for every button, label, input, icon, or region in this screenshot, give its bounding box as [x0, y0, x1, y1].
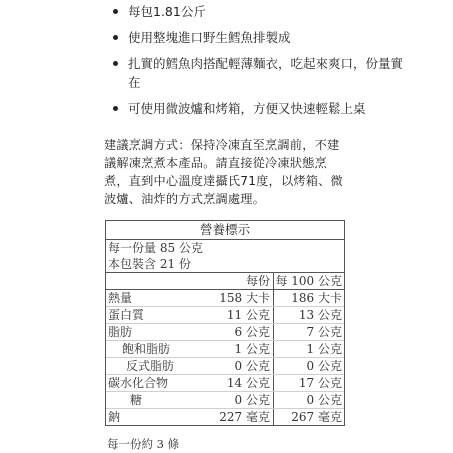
nutrition-row [106, 358, 344, 375]
feature-list [110, 2, 410, 118]
bullet-dot-icon [113, 61, 118, 66]
nutrient-name: 脂肪 [108, 325, 133, 339]
feature-item [110, 99, 410, 118]
nutrition-header-row [106, 273, 344, 290]
feature-text: 可使用微波爐和烤箱，方便又快速輕鬆上桌 [128, 101, 366, 116]
nutrition-row [106, 375, 344, 392]
nutrient-name: 蛋白質 [108, 308, 145, 322]
header-blank [106, 273, 194, 289]
nutrient-per-serving: 11 公克 [194, 307, 274, 323]
nutrition-row [106, 341, 344, 358]
nutrient-name: 飽和脂肪 [122, 342, 171, 356]
nutrition-row [106, 307, 344, 324]
nutrient-per-serving: 6 公克 [194, 324, 274, 340]
serving-info [106, 240, 344, 273]
nutrient-per-serving: 1 公克 [194, 341, 274, 357]
nutrition-title: 營養標示 [106, 221, 344, 240]
nutrient-per-100g: 267 毫克 [291, 410, 342, 424]
header-per-100g: 每 100 公克 [275, 274, 342, 288]
feature-text: 扎實的鱈魚肉搭配輕薄麵衣，吃起來爽口，份量實在 [128, 56, 404, 90]
feature-item [110, 54, 410, 92]
nutrient-per-serving: 158 大卡 [194, 290, 274, 306]
nutrient-name: 糖 [130, 393, 143, 407]
nutrition-row [106, 392, 344, 409]
nutrient-name: 碳水化合物 [108, 376, 169, 390]
header-per-serving: 每份 [194, 273, 274, 289]
servings-per-pack: 本包裝含 21 份 [108, 257, 191, 271]
feature-item [110, 2, 410, 21]
nutrient-per-serving: 0 公克 [194, 392, 274, 408]
nutrient-per-100g: 0 公克 [306, 393, 342, 407]
nutrient-name: 反式脂肪 [126, 359, 175, 373]
nutrient-per-100g: 17 公克 [298, 376, 342, 390]
bullet-dot-icon [113, 9, 118, 14]
nutrition-row [106, 324, 344, 341]
nutrient-per-serving: 0 公克 [194, 358, 274, 374]
nutrient-per-100g: 0 公克 [306, 359, 342, 373]
nutrient-per-100g: 7 公克 [306, 325, 342, 339]
nutrition-row [106, 290, 344, 307]
nutrient-per-100g: 186 大卡 [291, 291, 342, 305]
nutrition-table [105, 220, 345, 426]
serving-footnote: 每一份約 3 條 [107, 437, 180, 451]
feature-text: 每包1.81公斤 [128, 4, 206, 19]
nutrient-per-100g: 1 公克 [306, 342, 342, 356]
bullet-dot-icon [113, 35, 118, 40]
nutrition-row [106, 409, 344, 425]
nutrient-per-serving: 227 毫克 [194, 409, 274, 425]
bullet-dot-icon [113, 106, 118, 111]
nutrient-name: 熱量 [108, 291, 133, 305]
nutrient-per-serving: 14 公克 [194, 375, 274, 391]
nutrient-name: 鈉 [108, 410, 121, 424]
feature-text: 使用整塊進口野生鱈魚排製成 [128, 30, 291, 45]
nutrient-per-100g: 13 公克 [298, 308, 342, 322]
cooking-tips: 建議烹調方式：保持冷凍直至烹調前，不建議解凍烹煮本產品。請直接從冷凍狀態烹煮，直到中心溫度達攝氏71度，以烤箱、微波爐、油炸的方式烹調處理。 [104, 138, 343, 206]
feature-item [110, 28, 410, 47]
serving-size: 每一份量 85 公克 [108, 241, 203, 255]
